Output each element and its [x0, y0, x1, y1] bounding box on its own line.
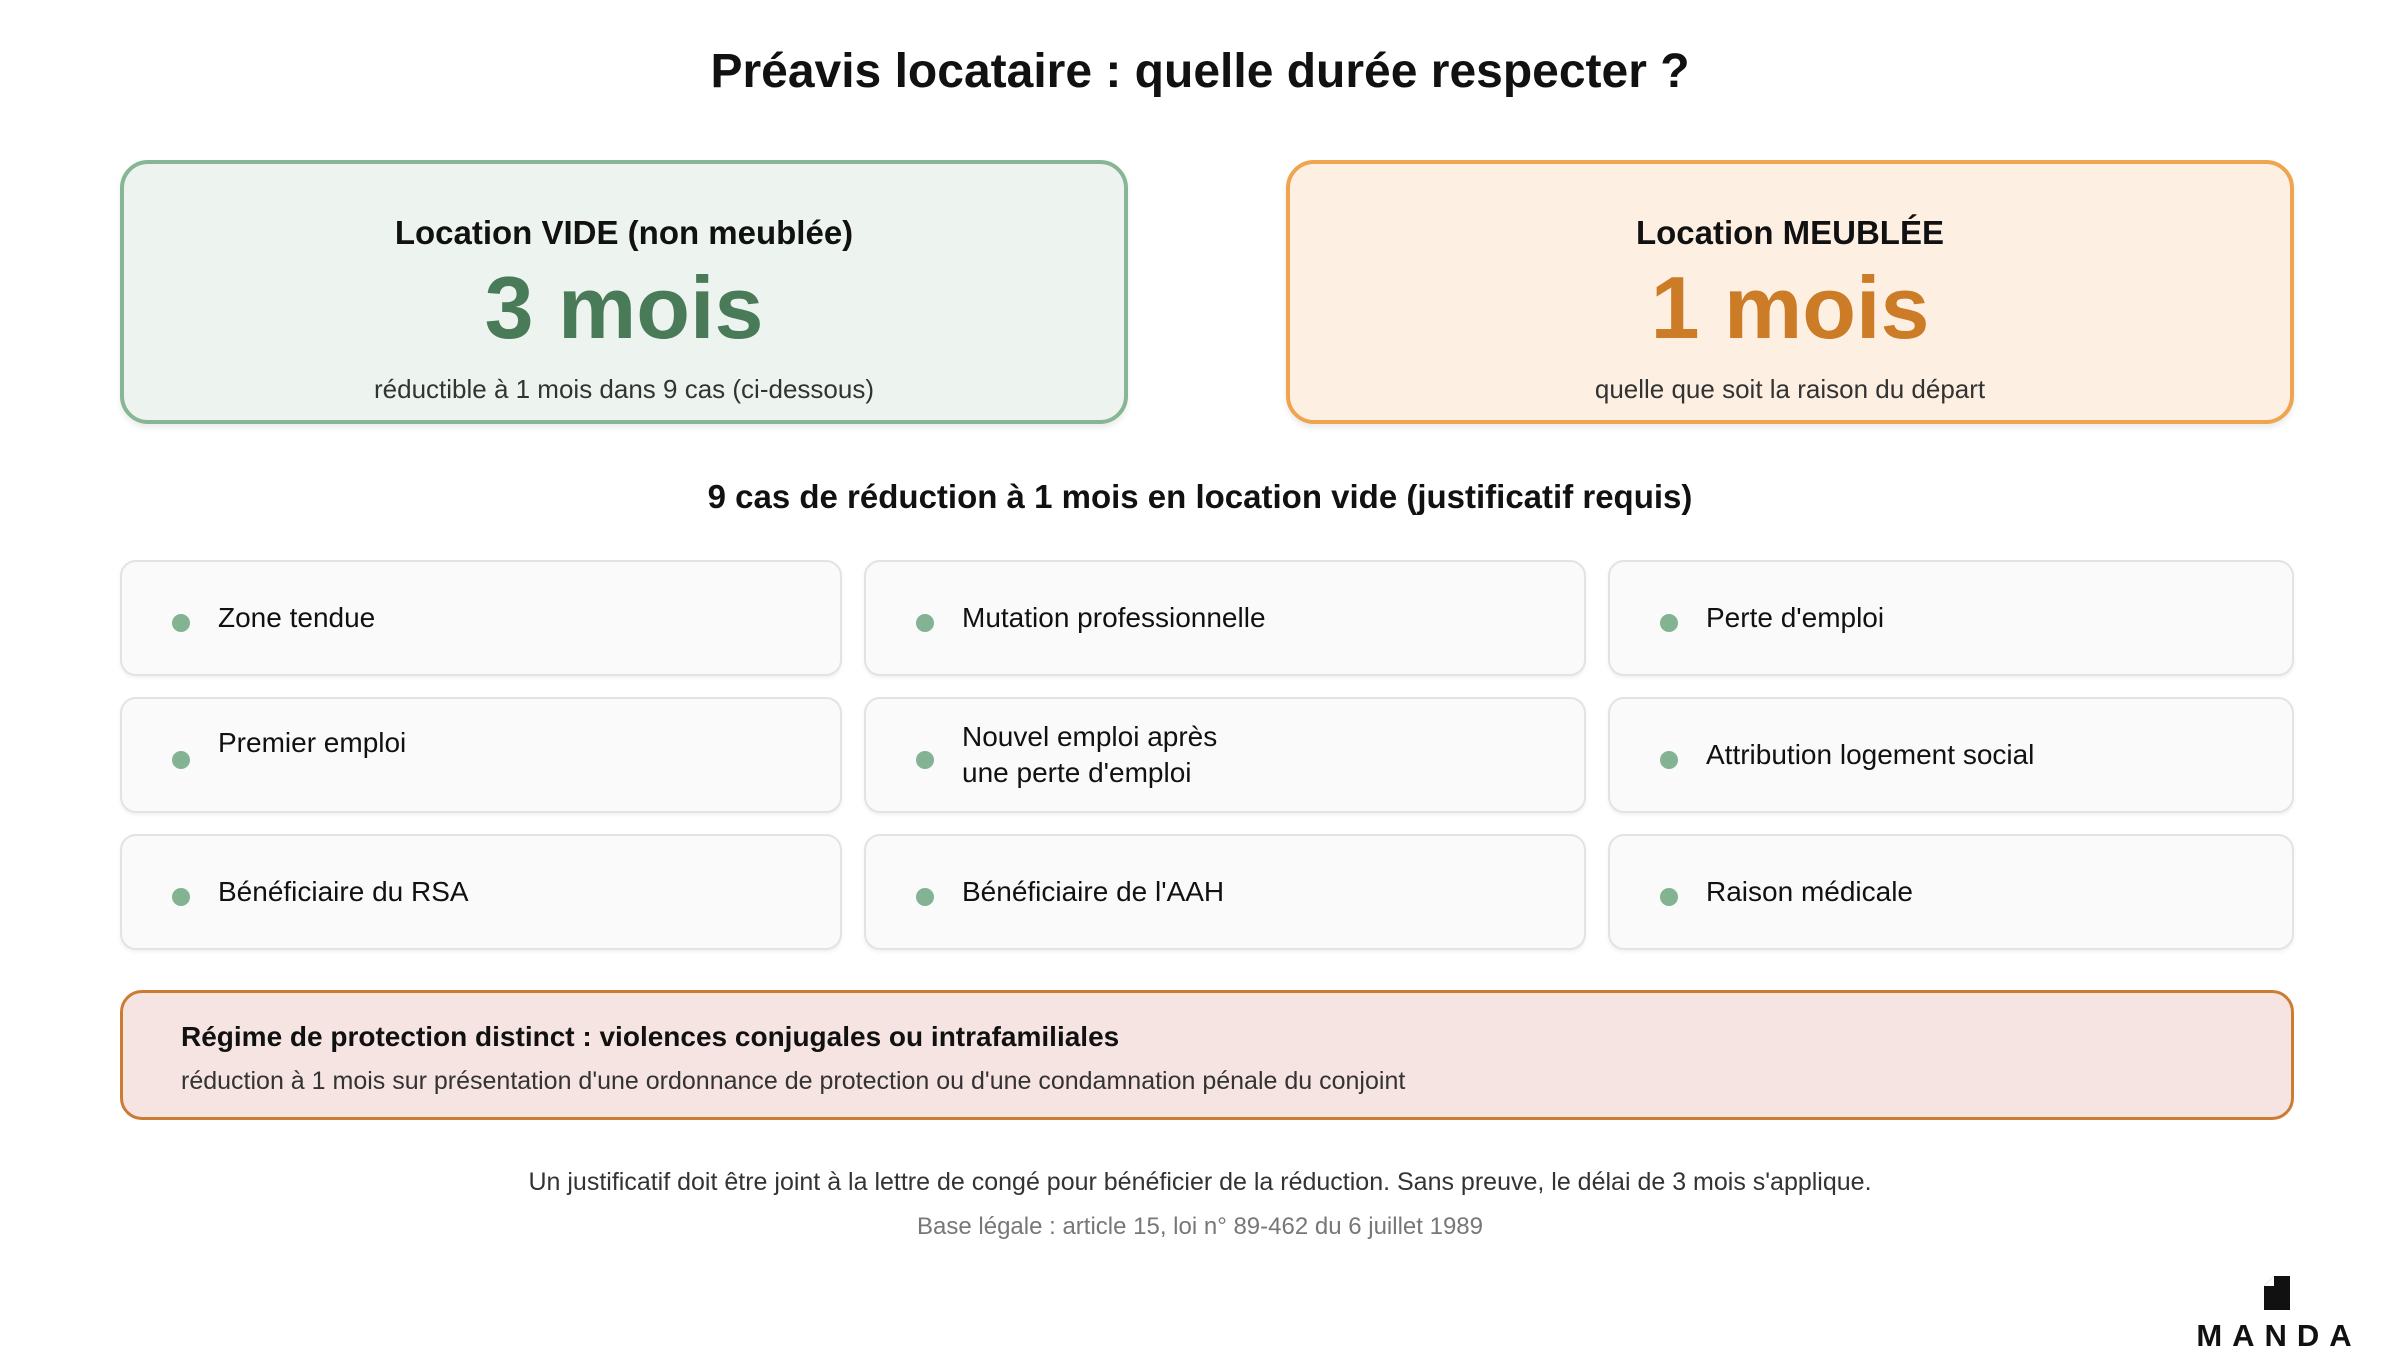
case-item — [1608, 697, 2294, 813]
case-label: Bénéficiaire de l'AAH — [962, 875, 1225, 907]
bullet-dot-icon — [916, 614, 934, 632]
case-label: Nouvel emploi après une perte d'emploi — [962, 720, 1218, 788]
card-location-meublee — [1286, 160, 2294, 424]
case-label: Zone tendue — [218, 601, 376, 633]
protection-title: Régime de protection distinct : violences conjugales ou intrafamiliales — [181, 1021, 1120, 1052]
cases-title: 9 cas de réduction à 1 mois en location vide (justificatif requis) — [707, 478, 1693, 515]
case-label: Premier emploi — [218, 727, 407, 758]
card-note: quelle que soit la raison du départ — [1594, 374, 1986, 404]
card-location-vide — [120, 160, 1128, 424]
protection-notice — [120, 990, 2294, 1120]
case-item — [120, 697, 842, 813]
bullet-dot-icon — [172, 751, 190, 769]
protection-text: réduction à 1 mois sur présentation d'une ordonnance de protection ou d'une condamnation pénale du conjoint — [181, 1067, 1406, 1095]
bullet-dot-icon — [172, 888, 190, 906]
legal-basis: Base légale : article 15, loi n° 89-462 du 6 juillet 1989 — [917, 1213, 1483, 1240]
card-label: Location VIDE (non meublée) — [394, 214, 854, 251]
footnote: Un justificatif doit être joint à la lettre de congé pour bénéficier de la réduction. Sans preuve, le délai de 3 mois s'applique. — [528, 1168, 1872, 1196]
page-title: Préavis locataire : quelle durée respecter ? — [710, 45, 1690, 98]
case-item — [864, 697, 1586, 813]
bullet-dot-icon — [916, 751, 934, 769]
case-label: Mutation professionnelle — [962, 601, 1266, 633]
case-item — [120, 560, 842, 676]
card-note: réductible à 1 mois dans 9 cas (ci-dessous) — [373, 374, 874, 404]
bullet-dot-icon — [1660, 751, 1678, 769]
bullet-dot-icon — [172, 614, 190, 632]
card-label: Location MEUBLÉE — [1635, 214, 1944, 251]
notice-duration: 3 mois — [484, 258, 764, 357]
bullet-dot-icon — [916, 888, 934, 906]
case-label: Bénéficiaire du RSA — [218, 875, 469, 907]
bullet-dot-icon — [1660, 614, 1678, 632]
case-label: Perte d'emploi — [1706, 601, 1885, 633]
case-item — [120, 834, 842, 950]
brand-logo — [2182, 1276, 2366, 1353]
case-item — [1608, 560, 2294, 676]
notice-duration: 1 mois — [1650, 258, 1930, 357]
case-label: Attribution logement social — [1706, 738, 2035, 770]
case-label: Raison médicale — [1706, 875, 1913, 907]
case-item — [864, 560, 1586, 676]
document-icon — [2262, 1276, 2292, 1310]
bullet-dot-icon — [1660, 888, 1678, 906]
case-item — [1608, 834, 2294, 950]
brand-name: MANDA — [2196, 1318, 2362, 1353]
case-item — [864, 834, 1586, 950]
